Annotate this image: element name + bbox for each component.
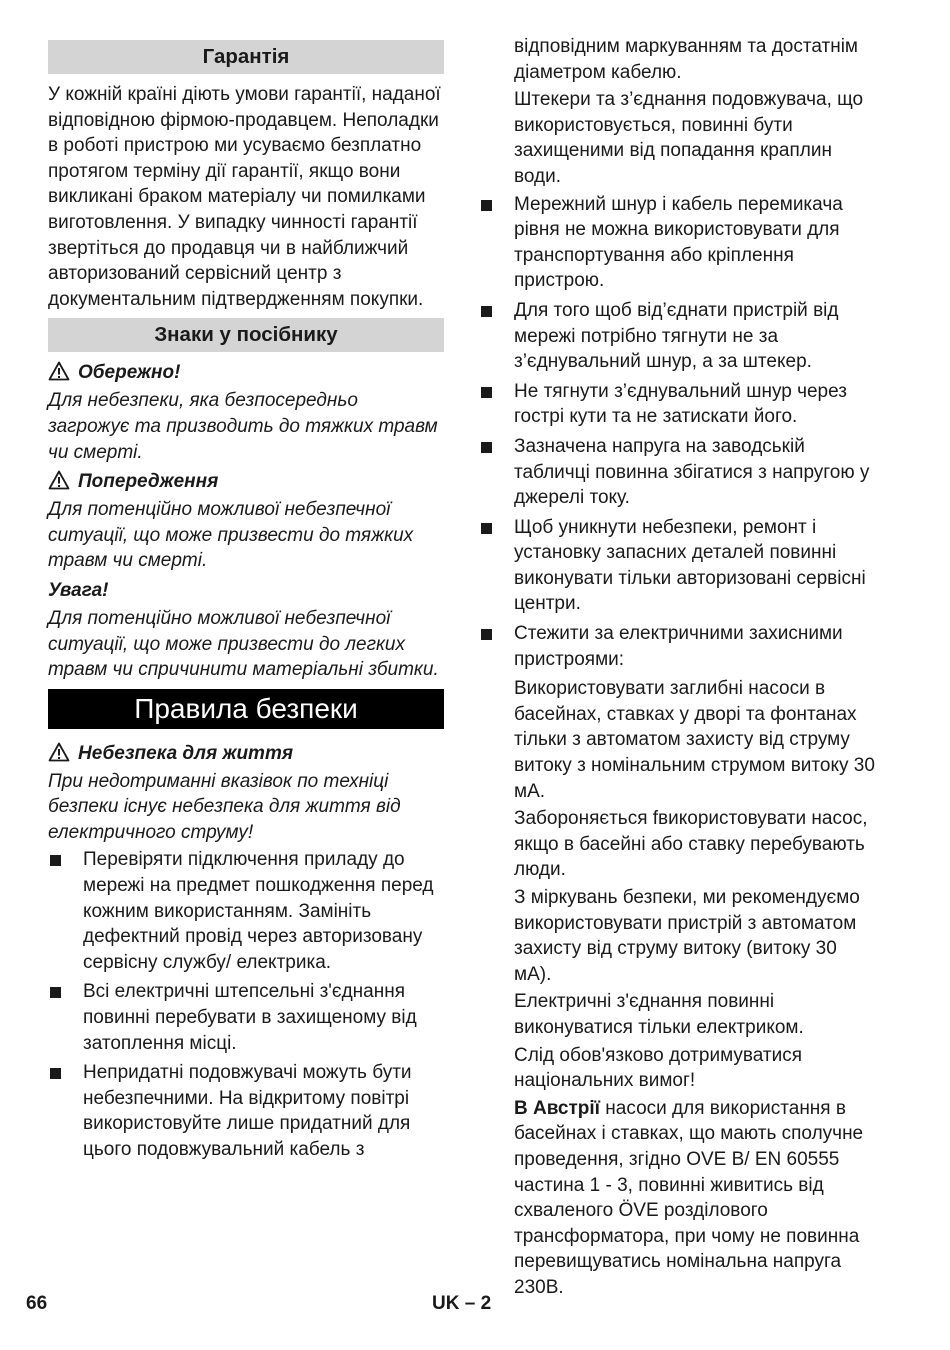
sub-paragraph: Забороняється fвикористовувати насос, якщо в басейні або ставку перебувають люди. [514, 808, 868, 881]
section-code: UK – 2 [432, 1293, 492, 1314]
list-item-text: Непридатні подовжувачі можуть бути небезпечними. На відкритому повітрі використовуйте лише придатний для цього подовжувальний кабель з [83, 1062, 412, 1160]
list-item [479, 379, 879, 430]
warning-triangle-icon [48, 361, 70, 381]
list-item-text: Не тягнути з’єднувальний шнур через гострі кути та не затискати його. [514, 380, 847, 428]
sub-paragraph: Електричні з'єднання повинні виконуватися тільки електриком. [514, 991, 804, 1038]
caution-title: Увага! [48, 579, 109, 601]
warning-text: Для потенційно можливої небезпечної ситуації, що може призвести до тяжких травм чи смерті. [48, 499, 414, 572]
symbols-heading: Знаки у посібнику [48, 318, 444, 352]
bullet-square-icon [50, 855, 61, 866]
warning-title: Попередження [78, 471, 219, 493]
danger-title: Обережно! [78, 362, 181, 384]
warranty-heading: Гарантія [48, 40, 444, 74]
bullet-square-icon [481, 387, 492, 398]
austria-paragraph [479, 1096, 879, 1301]
list-item-text: Всі електричні штепсельні з'єднання повинні перебувати в захищеному від затоплення місці. [83, 981, 417, 1054]
list-item [48, 979, 444, 1056]
safety-heading: Правила безпеки [48, 689, 444, 729]
bullet-square-icon [481, 442, 492, 453]
warning-title-row [48, 469, 444, 495]
bullet-square-icon [481, 523, 492, 534]
list-item [48, 1060, 444, 1162]
warning-triangle-icon [48, 470, 70, 490]
list-item [479, 434, 879, 511]
bullet-square-icon [50, 987, 61, 998]
life-danger-title: Небезпека для життя [78, 742, 294, 764]
left-column [48, 34, 444, 1167]
list-item [48, 847, 444, 975]
list-item [479, 515, 879, 617]
sub-paragraph: Використовувати заглибні насоси в басейнах, ставках у дворі та фонтанах тільки з автоматом захисту від струму витоку з номінальним струмом витоку 30 мА. [514, 678, 875, 802]
list-item-text: Зазначена напруга на заводській табличці повинна збігатися з напругою у джерелі току. [514, 435, 870, 509]
list-item [479, 298, 879, 375]
list-item-text: Для того щоб від’єднати пристрій від мережі потрібно тягнути не за з’єднувальний шнур, а за штекер. [514, 299, 839, 373]
sub-paragraph: З міркувань безпеки, ми рекомендуємо використовувати пристрій з автоматом захисту від струму витоку (витоку 30 мА). [514, 887, 860, 985]
life-danger-text: При недотриманні вказівок по техніці безпеки існує небезпека для життя від електричного струму! [48, 770, 401, 843]
right-column [479, 34, 879, 1303]
page-number: 66 [26, 1293, 48, 1314]
list-item [479, 192, 879, 294]
life-danger-title-row [48, 741, 444, 767]
warning-triangle-icon [48, 742, 70, 762]
austria-text: насоси для використання в басейнах і ставках, що мають сполучне проведення, згідно OVE B/ EN 60555 частина 1 - 3, повинні живитись від схваленого ÖVE розділового трансформатора, при чому не повинна перевищуватись номінальна напруга 230В. [514, 1097, 864, 1298]
list-item-text: Стежити за електричними захисними пристроями: [514, 623, 843, 670]
list-item-text: Мережний шнур і кабель перемикача рівня не можна використовувати для транспортування або кріплення пристрою. [514, 193, 843, 292]
bullet-square-icon [481, 200, 492, 211]
danger-title-row [48, 360, 444, 386]
caution-text: Для потенційно можливої небезпечної ситуації, що може призвести до легких травм чи спричинити матеріальні збитки. [48, 607, 439, 681]
sub-paragraph: Слід обов'язково дотримуватися національних вимог! [514, 1044, 802, 1092]
list-item [479, 621, 879, 672]
bullet-square-icon [50, 1068, 61, 1079]
bullet-square-icon [481, 306, 492, 317]
continued-text: Штекери та з’єднання подовжувача, що використовується, повинні бути захищеними від попадання краплин води. [514, 89, 864, 187]
warranty-text: У кожній країні діють умови гарантії, наданої відповідною фірмою-продавцем. Неполадки в роботі пристрою ми усуваємо безплатно протягом терміну дії гарантії, якщо вони викликані браком матеріалу чи помилками виготовлення. У випадку чинності гарантії звертіться до продавця чи в найближчий авторизований сервісний центр з документальним підтвердженням покупки. [48, 84, 441, 310]
list-item-text: Щоб уникнути небезпеки, ремонт і установку запасних деталей повинні виконувати тільки авторизовані сервісні центри. [514, 516, 866, 615]
continued-text: відповідним маркуванням та достатнім діаметром кабелю. [514, 36, 858, 83]
austria-bold: В Австрії [514, 1097, 601, 1119]
list-item-text: Перевіряти підключення приладу до мережі на предмет пошкодження перед кожним використанням. Замініть дефектний провід через авторизовану сервісну службу/ електрика. [83, 849, 434, 973]
bullet-square-icon [481, 629, 492, 640]
danger-text: Для небезпеки, яка безпосередньо загрожує та призводить до тяжких травм чи смерті. [48, 390, 438, 463]
